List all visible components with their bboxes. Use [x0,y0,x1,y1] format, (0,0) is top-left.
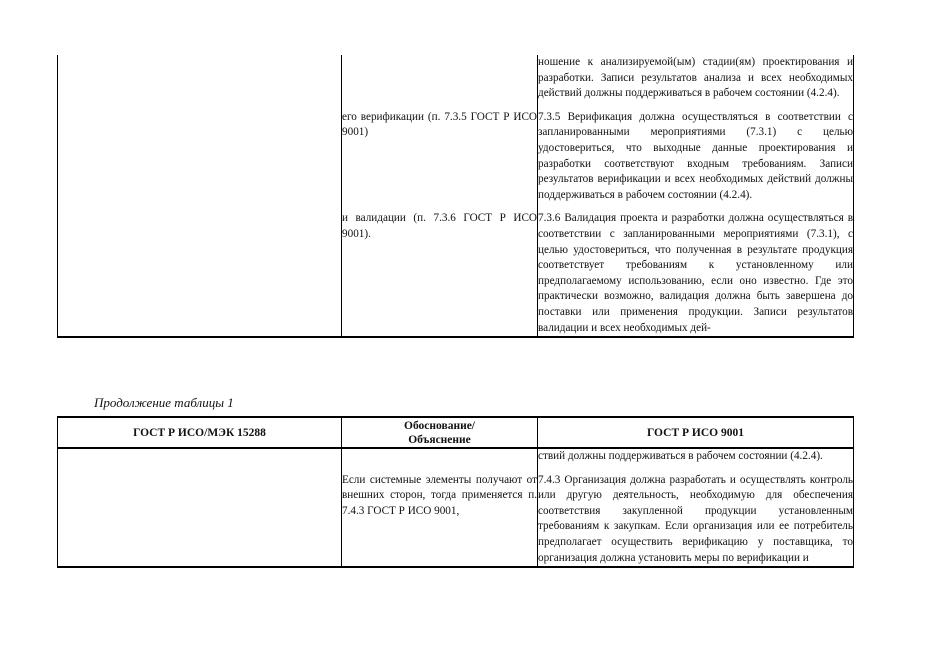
column-header-justification [342,417,538,448]
top-table [57,55,854,338]
mid-cell: Если системные элементы получают от внешних сторон, тогда применяется п. 7.4.3 ГОСТ Р ИСО 9001, [342,473,538,568]
column-header-gost-15288: ГОСТ Р ИСО/МЭК 15288 [58,417,342,448]
header-row [58,417,854,448]
table-row [58,55,854,110]
right-text: 7.3.5 Верификация должна осуществляться в соответствии с запланированными мероприятиями (7.3.1) с целью удостовериться, что выходные данные проектирования и разработки соответствуют входным требованиям. Записи результатов верификации и всех необходимых действий должны поддерживаться в рабочем состоянии (4.2.4). [538,110,853,201]
mid-cell [342,55,538,110]
left-empty-cell [58,55,342,337]
table-row [58,448,854,473]
right-cell [538,473,854,568]
right-text: 7.3.6 Валидация проекта и разработки должна осуществляться в соответствии с запланированными мероприятиями (7.3.1), с целью удостовериться, что полученная в результате продукция соответствует требованиям к установленному или предполагаемому использованию, если оно известно. Где это практически возможно, валидация должна быть завершена до поставки или применения продукции. Записи результатов валидации и всех необходимых дей- [538,212,853,334]
mid-cell: и валидации (п. 7.3.6 ГОСТ Р ИСО 9001). [342,211,538,337]
header-line: Обоснование/ [404,419,475,432]
right-cell [538,448,854,473]
mid-cell: его верификации (п. 7.3.5 ГОСТ Р ИСО 9001) [342,110,538,212]
right-cell [538,110,854,212]
right-cell [538,211,854,337]
right-text: ствий должны поддерживаться в рабочем состоянии (4.2.4). [538,450,823,462]
table-caption: Продолжение таблицы 1 [94,395,234,410]
right-cell [538,55,854,110]
right-text: 7.4.3 Организация должна разработать и осуществлять контроль или другую деятельность, необходимую для обеспечения соответствия закупленной продукции установленным требованиям к закупкам. Если организация или ее потребитель предполагает осуществить верификацию у поставщика, то организация должна установить меры по верификации и [538,473,853,564]
mid-cell [342,448,538,473]
bottom-table [57,416,854,568]
right-text: ношение к анализируемой(ым) стадии(ям) проектирования и разработки. Записи результатов анализа и всех необходимых действий должны поддерживаться в рабочем состоянии (4.2.4). [538,56,853,100]
header-line: Объяснение [408,433,471,446]
column-header-gost-9001: ГОСТ Р ИСО 9001 [538,417,854,448]
left-empty-cell [58,448,342,567]
